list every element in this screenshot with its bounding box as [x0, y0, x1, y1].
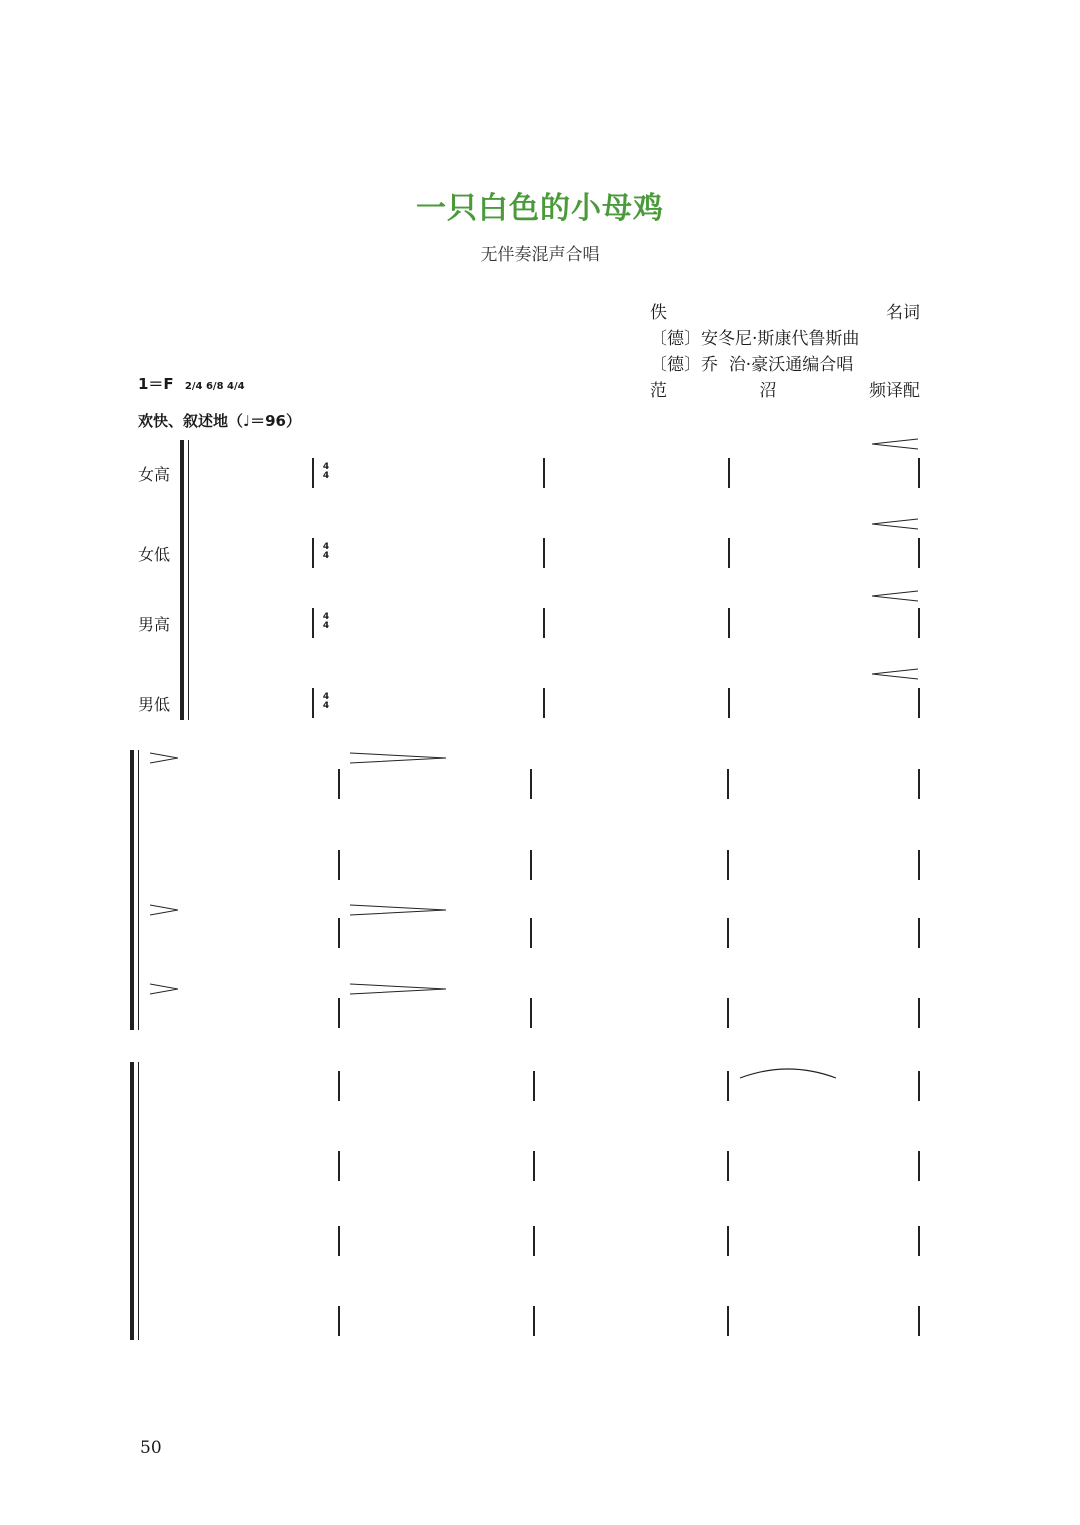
barline [533, 1071, 535, 1101]
decrescendo-hairpin [150, 752, 178, 764]
barline [918, 1226, 920, 1256]
barline [543, 608, 545, 638]
barline [918, 1071, 920, 1101]
song-subtitle: 无伴奏混声合唱 [480, 245, 600, 265]
system-bracket [130, 750, 134, 1030]
barline [918, 850, 920, 880]
time-signature: 4 4 [322, 462, 330, 481]
barline [312, 458, 314, 488]
barline [918, 1306, 920, 1336]
voice-label-soprano: 女高 [138, 465, 171, 484]
decrescendo-hairpin [350, 904, 446, 916]
barline [338, 918, 340, 948]
system-bracket [180, 440, 184, 720]
barline [338, 1306, 340, 1336]
system-bracket [130, 1062, 134, 1340]
tie-arc [738, 1064, 838, 1080]
system-line [138, 1062, 139, 1340]
barline [530, 850, 532, 880]
barline [727, 1071, 729, 1101]
barline [918, 608, 920, 638]
barline [530, 918, 532, 948]
barline [728, 538, 730, 568]
song-title: 一只白色的小母鸡 [416, 191, 664, 226]
barline [727, 1306, 729, 1336]
crescendo-hairpin [872, 438, 918, 450]
barline [338, 850, 340, 880]
barline [543, 688, 545, 718]
barline [533, 1151, 535, 1181]
barline [918, 998, 920, 1028]
barline [338, 1226, 340, 1256]
barline [727, 850, 729, 880]
credits-block [650, 300, 920, 404]
barline [312, 688, 314, 718]
barline [918, 918, 920, 948]
decrescendo-hairpin [150, 983, 178, 995]
barline [727, 1226, 729, 1256]
key-signature: 1＝F 2/4 6/8 4/4 [138, 375, 245, 393]
credit-lyricist: 佚 名词 [650, 303, 920, 323]
time-signature: 4 4 [322, 612, 330, 631]
barline [918, 1151, 920, 1181]
barline [530, 998, 532, 1028]
barline [727, 1151, 729, 1181]
barline [728, 458, 730, 488]
barline [338, 769, 340, 799]
crescendo-hairpin [872, 518, 918, 530]
credit-composer: 〔德〕安冬尼·斯康代鲁斯曲 [650, 329, 860, 349]
barline [727, 918, 729, 948]
barline [918, 538, 920, 568]
barline [543, 538, 545, 568]
barline [727, 769, 729, 799]
voice-label-tenor: 男高 [138, 615, 171, 634]
barline [533, 1226, 535, 1256]
barline [312, 608, 314, 638]
tempo-marking: 欢快、叙述地（♩＝96） [138, 412, 301, 430]
voice-label-alto: 女低 [138, 545, 171, 564]
time-signature: 4 4 [322, 542, 330, 561]
credit-arranger: 〔德〕乔 治·豪沃通编合唱 [650, 355, 854, 375]
crescendo-hairpin [872, 668, 918, 680]
credit-translator: 范 沼 频译配 [650, 381, 920, 401]
barline [338, 1151, 340, 1181]
voice-label-bass: 男低 [138, 695, 171, 714]
crescendo-hairpin [872, 590, 918, 602]
barline [533, 1306, 535, 1336]
time-signatures: 2/4 6/8 4/4 [184, 381, 245, 392]
barline [728, 608, 730, 638]
barline [338, 998, 340, 1028]
page-number: 50 [140, 1438, 162, 1458]
barline [918, 458, 920, 488]
barline [312, 538, 314, 568]
barline [918, 688, 920, 718]
time-signature: 4 4 [322, 692, 330, 711]
decrescendo-hairpin [150, 904, 178, 916]
barline [530, 769, 532, 799]
decrescendo-hairpin [350, 752, 446, 764]
decrescendo-hairpin [350, 983, 446, 995]
barline [918, 769, 920, 799]
barline [338, 1071, 340, 1101]
barline [543, 458, 545, 488]
system-line [188, 440, 189, 720]
barline [727, 998, 729, 1028]
system-line [138, 750, 139, 1030]
barline [728, 688, 730, 718]
